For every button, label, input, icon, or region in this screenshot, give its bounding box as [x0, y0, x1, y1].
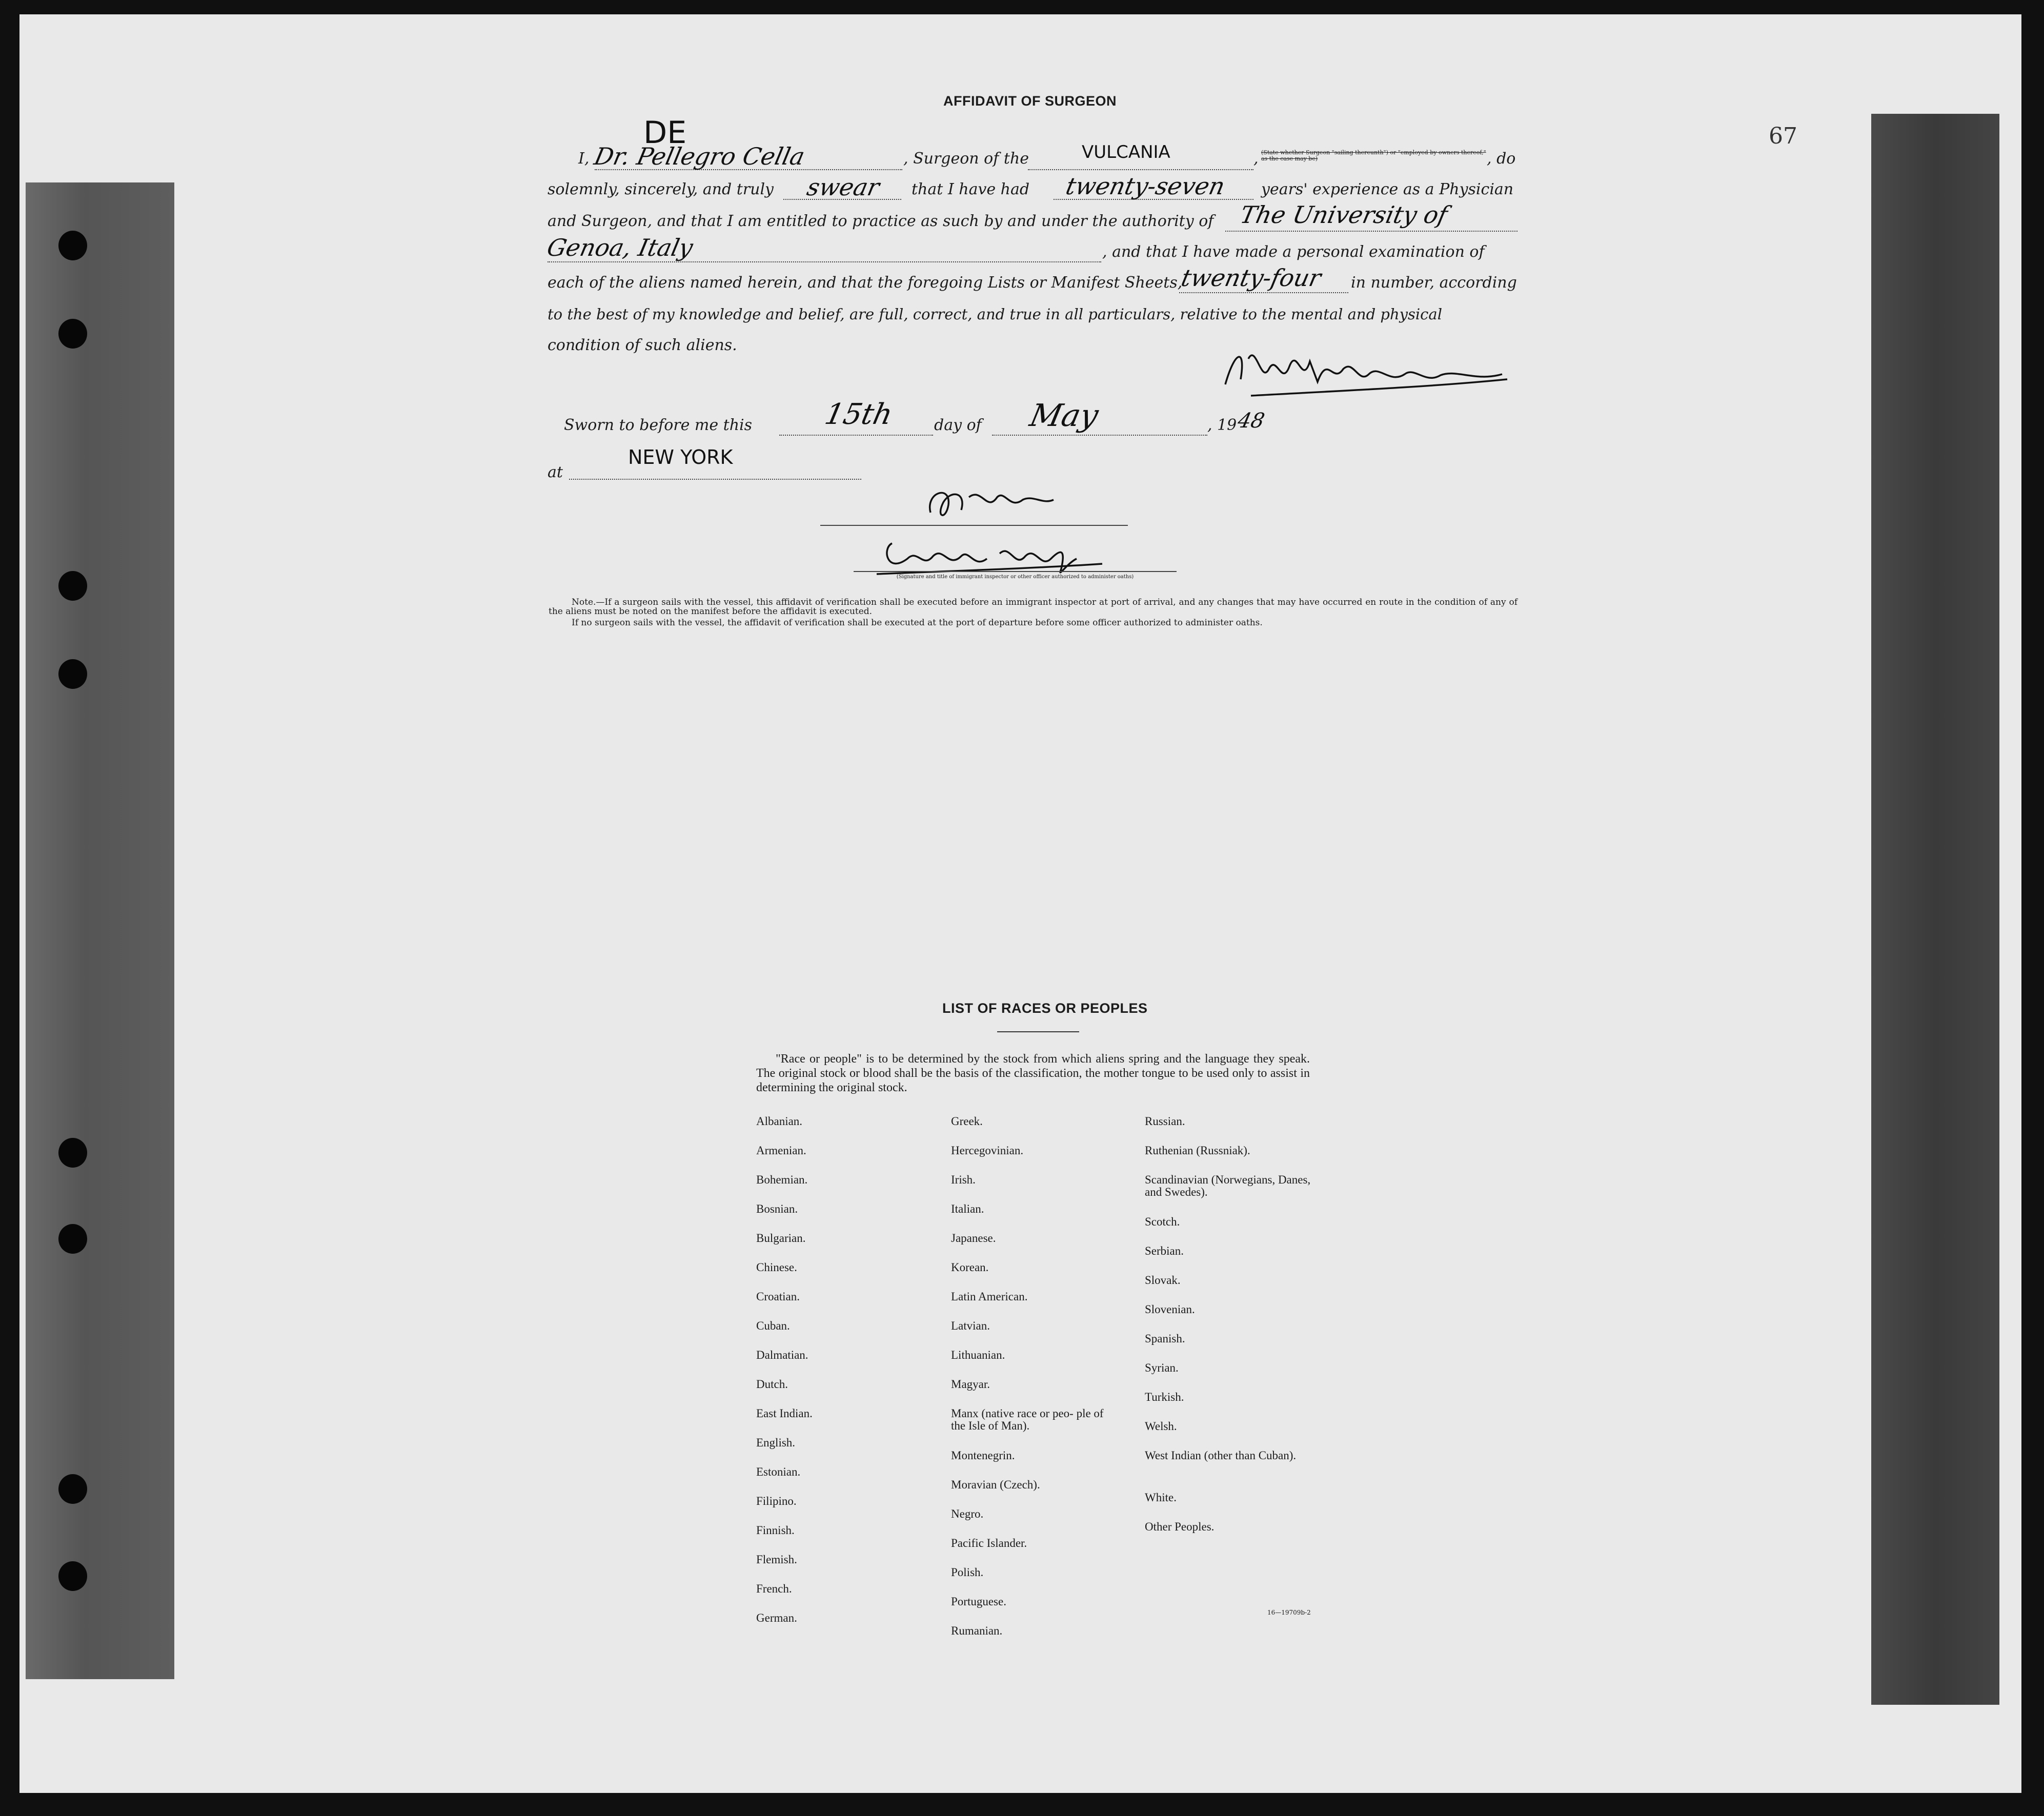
surgeon-name-handwritten: Dr. Pellegro Cella — [592, 142, 807, 170]
blank-line — [779, 435, 933, 436]
affidavit-text: , — [1253, 150, 1259, 168]
race-item: Other Peoples. — [1145, 1520, 1215, 1533]
punch-hole — [58, 659, 87, 689]
blank-line — [1179, 292, 1348, 293]
race-item: Moravian (Czech). — [951, 1478, 1040, 1491]
oath-handwritten: swear — [804, 173, 882, 201]
race-item: Dutch. — [756, 1378, 788, 1391]
races-column-1 — [756, 1115, 941, 1641]
affidavit-text: and Surgeon, and that I am entitled to practice as such by and under the authority of — [548, 212, 1214, 230]
race-item: French. — [756, 1582, 792, 1595]
affidavit-text: , and that I have made a personal examination of — [1102, 243, 1485, 261]
affidavit-text: each of the aliens named herein, and that the foregoing Lists or Manifest Sheets, — [548, 274, 1183, 292]
race-item: Chinese. — [756, 1261, 797, 1274]
race-item: Estonian. — [756, 1465, 801, 1478]
race-item: Hercegovinian. — [951, 1144, 1024, 1157]
blank-line — [569, 479, 861, 480]
races-intro: "Race or people" is to be determined by the stock from which aliens spring and the language they speak. The original stock or blood shall be the basis of the classification, the mother tongue to be used only to assist in determining the original stock. — [756, 1052, 1310, 1094]
affidavit-text: to the best of my knowledge and belief, are full, correct, and true in all particulars, relative to the mental and physical — [548, 305, 1442, 323]
place-stamp: NEW YORK — [628, 446, 733, 468]
race-item: Pacific Islander. — [951, 1537, 1027, 1549]
affidavit-text: years' experience as a Physician — [1261, 180, 1514, 198]
punch-hole — [58, 1474, 87, 1504]
race-item: German. — [756, 1611, 797, 1624]
races-column-3 — [1145, 1115, 1329, 1550]
race-item: Magyar. — [951, 1378, 990, 1391]
sheets-handwritten: twenty-four — [1179, 264, 1324, 292]
race-item: Lithuanian. — [951, 1349, 1005, 1361]
affidavit-title: AFFIDAVIT OF SURGEON — [943, 93, 1117, 109]
blank-line — [548, 261, 1101, 262]
race-item: Negro. — [951, 1507, 984, 1520]
race-item: Scandinavian (Norwegians, Danes, and Swedes). — [1145, 1173, 1311, 1198]
form-code: 16—19709b-2 — [1267, 1609, 1311, 1616]
race-item: Korean. — [951, 1261, 989, 1274]
races-column-2 — [951, 1115, 1125, 1654]
race-item: Welsh. — [1145, 1420, 1177, 1433]
race-item: Manx (native race or peo- ple of the Isle of Man). — [951, 1407, 1104, 1432]
punch-hole — [58, 319, 87, 349]
race-item: Dalmatian. — [756, 1349, 808, 1361]
race-item: Scotch. — [1145, 1215, 1180, 1228]
affidavit-text: , Surgeon of the — [903, 150, 1029, 168]
page-number: 67 — [1769, 123, 1797, 149]
stamp-mark: DE — [643, 115, 687, 151]
race-item: Latvian. — [951, 1319, 990, 1332]
race-item: Latin American. — [951, 1290, 1028, 1303]
officer-signature — [920, 482, 1095, 523]
officer-title-signature — [872, 533, 1118, 579]
punch-hole — [58, 571, 87, 601]
note-paragraph: If no surgeon sails with the vessel, the affidavit of verification shall be executed at the port of departure before some officer authorized to administer oaths. — [572, 618, 1263, 628]
race-item: Rumanian. — [951, 1624, 1003, 1637]
race-item: Syrian. — [1145, 1361, 1179, 1374]
affidavit-text: solemnly, sincerely, and truly — [548, 180, 774, 198]
race-item: English. — [756, 1436, 796, 1449]
race-item: Irish. — [951, 1173, 976, 1186]
race-item: Bosnian. — [756, 1202, 798, 1215]
race-item: Armenian. — [756, 1144, 806, 1157]
signature-line — [854, 571, 1177, 572]
race-item: Spanish. — [1145, 1332, 1185, 1345]
race-item: Russian. — [1145, 1115, 1185, 1128]
right-binding-strip — [1871, 114, 1999, 1705]
race-item: East Indian. — [756, 1407, 813, 1420]
race-item: Slovak. — [1145, 1274, 1181, 1287]
race-item: Albanian. — [756, 1115, 803, 1128]
affidavit-text: I, — [578, 150, 590, 168]
punch-hole — [58, 231, 87, 260]
title-rule — [997, 1031, 1079, 1032]
affidavit-text: , do — [1487, 150, 1516, 168]
authority-handwritten: Genoa, Italy — [544, 234, 696, 261]
race-item: Bohemian. — [756, 1173, 808, 1186]
race-item: West Indian (other than Cuban). — [1145, 1449, 1297, 1462]
race-item: Portuguese. — [951, 1595, 1006, 1608]
affidavit-text: day of — [934, 416, 982, 434]
race-item: Cuban. — [756, 1319, 790, 1332]
race-item: Montenegrin. — [951, 1449, 1015, 1462]
signature-line — [820, 525, 1128, 526]
sworn-year-handwritten: 48 — [1236, 409, 1267, 433]
race-item: Flemish. — [756, 1553, 797, 1566]
race-item: Filipino. — [756, 1495, 797, 1507]
race-item: White. — [1145, 1491, 1177, 1504]
race-item: Finnish. — [756, 1524, 795, 1537]
punch-hole — [58, 1224, 87, 1254]
punch-hole — [58, 1138, 87, 1168]
races-title: LIST OF RACES OR PEOPLES — [942, 1001, 1148, 1016]
surgeon-signature — [1220, 338, 1517, 410]
blank-line — [1225, 231, 1517, 232]
affidavit-text: condition of such aliens. — [548, 336, 737, 354]
affidavit-text: in number, according — [1351, 274, 1517, 292]
affidavit-text: , 19 — [1207, 416, 1237, 434]
struck-instruction: (State whether Surgeon "sailing thereunth") or "employed by owners thereof," as the case may be) — [1261, 149, 1486, 162]
race-item: Greek. — [951, 1115, 983, 1128]
ship-name-stamp: VULCANIA — [1082, 142, 1170, 162]
race-item: Serbian. — [1145, 1244, 1184, 1257]
note-paragraph: Note.—If a surgeon sails with the vessel, this affidavit of verification shall be executed before an immigrant inspector at port of arrival, and any changes that may have occurred en route in the condition of any of the aliens must be noted on the manifest before the affidavit is executed. — [549, 597, 1517, 617]
affidavit-text: at — [548, 463, 563, 481]
race-item: Slovenian. — [1145, 1303, 1195, 1316]
years-handwritten: twenty-seven — [1063, 172, 1228, 200]
affidavit-text: that I have had — [912, 180, 1030, 198]
punch-hole — [58, 1561, 87, 1591]
sworn-month-handwritten: May — [1026, 398, 1102, 434]
race-item: Italian. — [951, 1202, 984, 1215]
affidavit-text: Sworn to before me this — [564, 416, 753, 434]
authority-handwritten: The University of — [1238, 201, 1450, 229]
race-item: Polish. — [951, 1566, 984, 1579]
left-binding-strip — [26, 182, 174, 1679]
officer-caption: (Signature and title of immigrant inspector or other officer authorized to administer oaths) — [896, 574, 1134, 580]
blank-line — [1028, 169, 1253, 170]
sworn-day-handwritten: 15th — [822, 398, 896, 431]
race-item: Turkish. — [1145, 1391, 1184, 1403]
race-item: Bulgarian. — [756, 1232, 806, 1244]
race-item: Ruthenian (Russniak). — [1145, 1144, 1250, 1157]
race-item: Croatian. — [756, 1290, 800, 1303]
race-item: Japanese. — [951, 1232, 996, 1244]
blank-line — [992, 435, 1207, 436]
